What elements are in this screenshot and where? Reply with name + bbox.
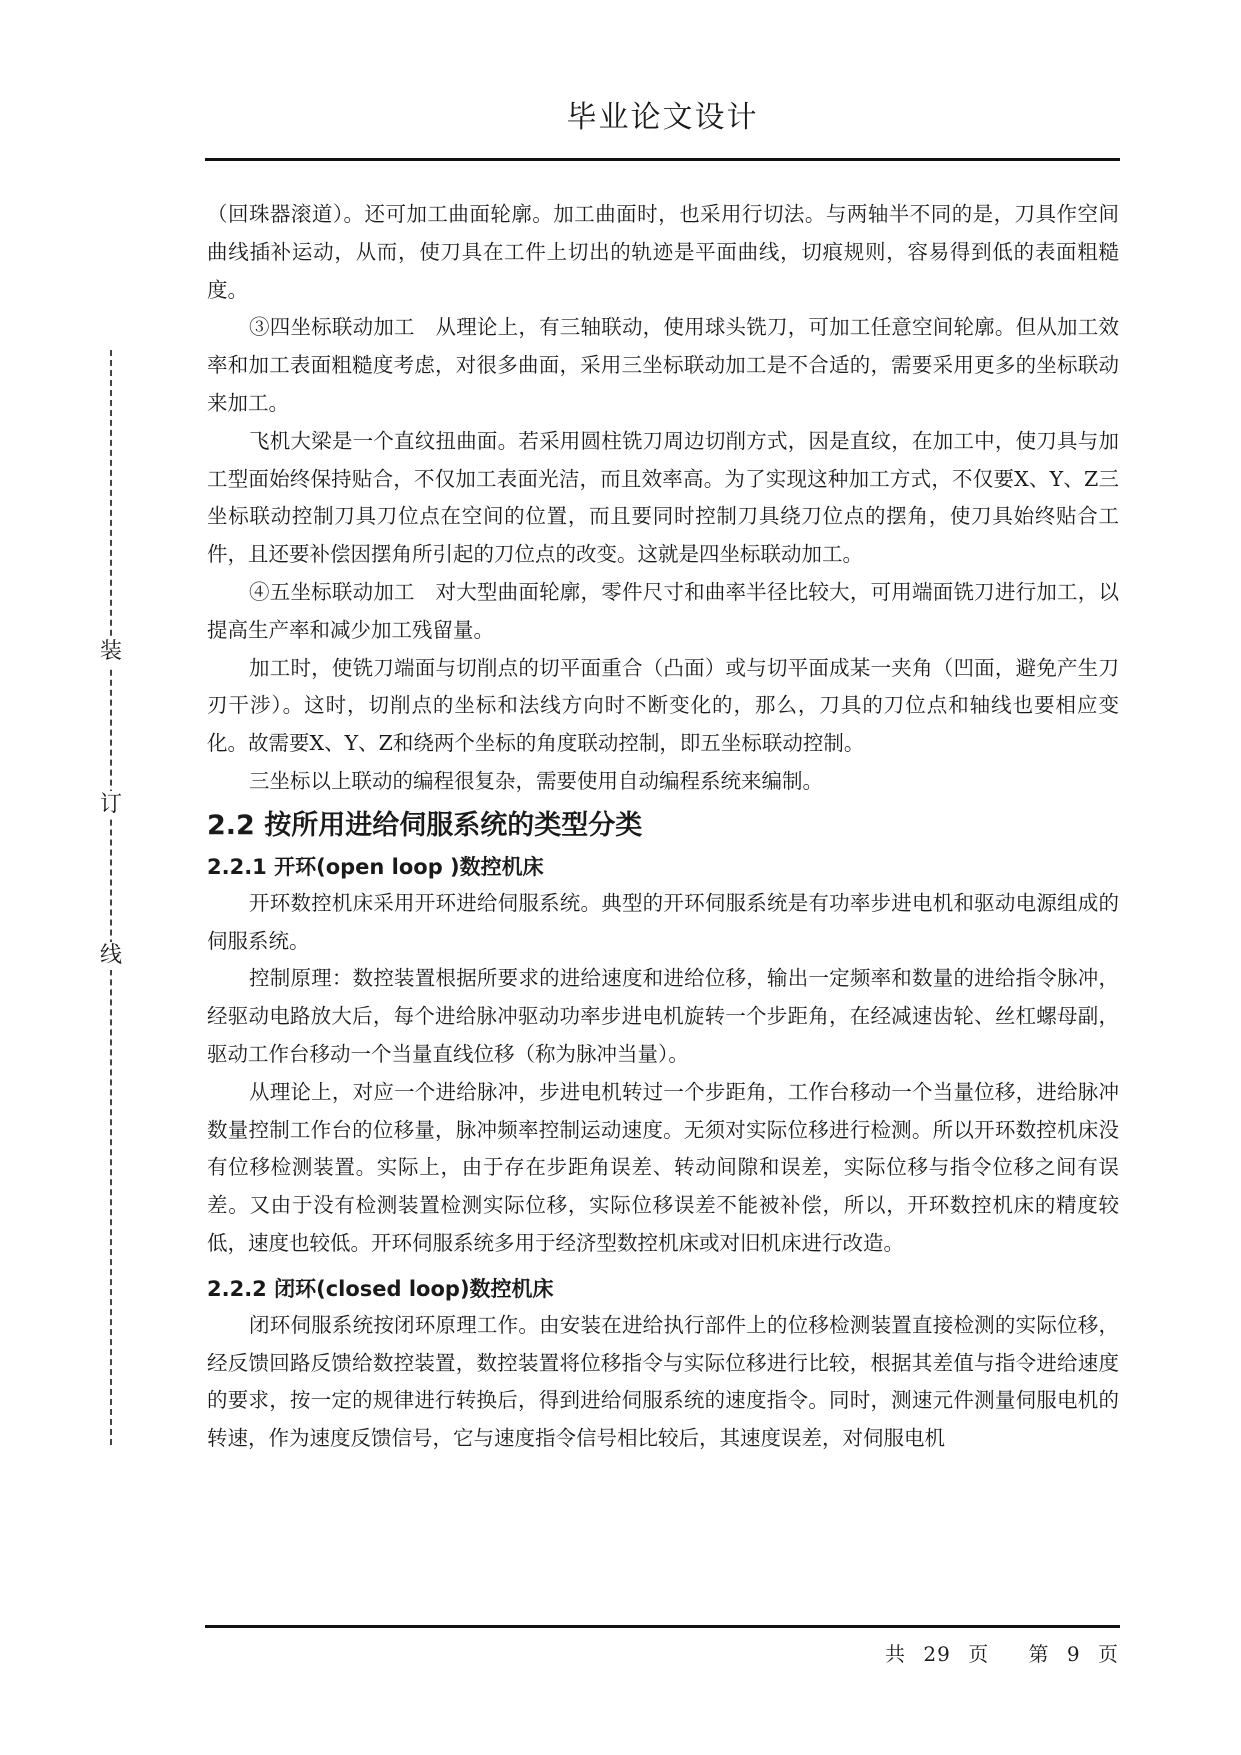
section-heading-2-2: 2.2 按所用进给伺服系统的类型分类 — [207, 809, 643, 841]
page-footer — [875, 1638, 1119, 1667]
footer-current-page: 9 — [1066, 1642, 1081, 1666]
footer-total-pages: 29 — [923, 1642, 951, 1666]
footer-total-label: 共 — [885, 1642, 907, 1666]
footer-current-label: 第 — [1028, 1642, 1050, 1666]
binding-char-zhuang: 装 — [99, 639, 122, 664]
paragraph: 从理论上，对应一个进给脉冲，步进电机转过一个步距角，工作台移动一个当量位移，进给脉冲数量控制工作台的位移量，脉冲频率控制运动速度。无须对实际位移进行检测。所以开环数控机床没有位移检测装置。实际上，由于存在步距角误差、转动间隙和误差，实际位移与指令位移之间有误差。又由于没有检测装置检测实际位移，实际位移误差不能被补偿，所以，开环数控机床的精度较低，速度也较低。开环伺服系统多用于经济型数控机床或对旧机床进行改造。 — [207, 1079, 1119, 1255]
paragraph: 三坐标以上联动的编程很复杂，需要使用自动编程系统来编制。 — [249, 768, 823, 793]
paragraph: 加工时，使铣刀端面与切削点的切平面重合（凸面）或与切平面成某一夹角（凹面，避免产生刀刃干涉）。这时，切削点的坐标和法线方向时不断变化的，那么，刀具的刀位点和轴线也要相应变化。故需要X、Y、Z和绕两个坐标的角度联动控制，即五坐标联动控制。 — [207, 655, 1119, 756]
footer-current-unit: 页 — [1098, 1642, 1119, 1666]
page-header-title: 毕业论文设计 — [566, 100, 759, 135]
paragraph: 闭环伺服系统按闭环原理工作。由安装在进给执行部件上的位移检测装置直接检测的实际位移，经反馈回路反馈给数控装置，数控装置将位移指令与实际位移进行比较，根据其差值与指令进给速度的要求，按一定的规律进行转换后，得到进给伺服系统的速度指令。同时，测速元件测量伺服电机的转速，作为速度反馈信号，它与速度指令信号相比较后，其速度误差，对伺服电机 — [207, 1312, 1119, 1451]
paragraph: ③四坐标联动加工 从理论上，有三轴联动，使用球头铣刀，可加工任意空间轮廓。但从加工效率和加工表面粗糙度考虑，对很多曲面，采用三坐标联动加工是不合适的，需要采用更多的坐标联动来加工。 — [207, 315, 1119, 415]
footer-rule — [205, 1625, 1120, 1628]
paragraph: 开环数控机床采用开环进给伺服系统。典型的开环伺服系统是有功率步进电机和驱动电源组成的伺服系统。 — [207, 890, 1119, 953]
section-heading-2-2-2: 2.2.2 闭环(closed loop)数控机床 — [207, 1276, 554, 1301]
paragraph: 控制原理：数控装置根据所要求的进给速度和进给位移，输出一定频率和数量的进给指令脉冲，经驱动电路放大后，每个进给脉冲驱动功率步进电机旋转一个步距角，在经减速齿轮、丝杠螺母副，驱动工作台移动一个当量直线位移（称为脉冲当量）。 — [207, 966, 1119, 1066]
header-rule — [205, 158, 1120, 161]
binding-dashed-line — [110, 350, 112, 1445]
paragraph: 飞机大梁是一个直纹扭曲面。若采用圆柱铣刀周边切削方式，因是直纹，在加工中，使刀具与加工型面始终保持贴合，不仅加工表面光洁，而且效率高。为了实现这种加工方式，不仅要X、Y、Z三坐标联动控制刀具刀位点在空间的位置，而且要同时控制刀具绕刀位点的摆角，使刀具始终贴合工件，且还要补偿因摆角所引起的刀位点的改变。这就是四坐标联动加工。 — [207, 428, 1119, 567]
footer-total-unit: 页 — [968, 1642, 990, 1666]
binding-char-ding: 订 — [99, 792, 122, 817]
section-heading-2-2-1: 2.2.1 开环(open loop )数控机床 — [207, 854, 544, 879]
body-content — [207, 196, 1119, 1458]
binding-char-xian: 线 — [99, 943, 122, 968]
paragraph: ④五坐标联动加工 对大型曲面轮廓，零件尺寸和曲率半径比较大，可用端面铣刀进行加工，以提高生产率和减少加工残留量。 — [207, 579, 1119, 642]
paragraph: （回珠器滚道）。还可加工曲面轮廓。加工曲面时，也采用行切法。与两轴半不同的是，刀具作空间曲线插补运动，从而，使刀具在工件上切出的轨迹是平面曲线，切痕规则，容易得到低的表面粗糙度。 — [207, 202, 1119, 302]
